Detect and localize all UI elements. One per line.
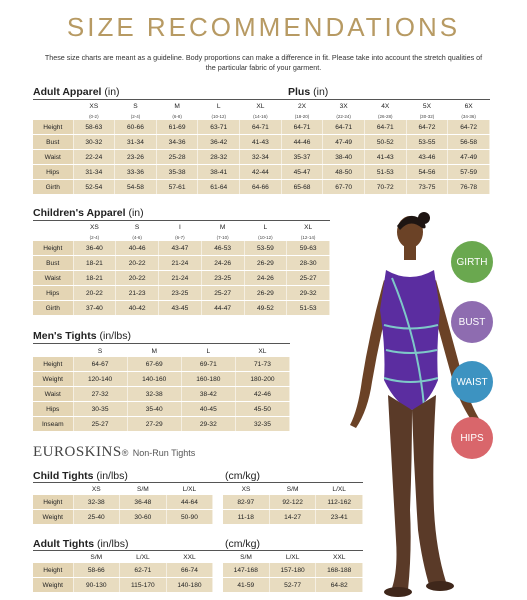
metric-size-header: XS: [241, 486, 251, 493]
size-header: L/XL: [136, 554, 150, 561]
size-range: (14-16): [253, 113, 268, 119]
size-range: (30-32): [419, 113, 435, 119]
gap-cell: [213, 510, 223, 525]
size-range: (10-12): [211, 113, 226, 119]
header-blank: [33, 222, 73, 233]
table-cell: 56-58: [448, 135, 490, 150]
dancer-leg-left: [412, 395, 446, 588]
table-cell: 62-71: [120, 563, 167, 578]
table-cell: 58-66: [73, 563, 120, 578]
row-label: Girth: [33, 301, 73, 316]
table-cell: 30-32: [73, 135, 115, 150]
size-range: (10-12): [258, 234, 273, 240]
table-row: [33, 387, 290, 402]
table-cell: 49-52: [244, 301, 287, 316]
table-cell: 32-38: [127, 387, 181, 402]
table-cell: 180-200: [235, 372, 289, 387]
table-cell: 26-29: [244, 286, 287, 301]
table-cell: 37-40: [73, 301, 116, 316]
table-cell: 76-78: [448, 180, 490, 195]
size-header: XS: [89, 103, 99, 110]
table-cell: 57-59: [448, 165, 490, 180]
table-row: [33, 150, 490, 165]
table-cell: 28-30: [287, 256, 330, 271]
gap-cell: [213, 495, 223, 510]
table-cell: 27-29: [127, 417, 181, 432]
table-cell: 70-72: [364, 180, 406, 195]
plus-title: Plus (in): [288, 86, 329, 98]
table-row: [33, 180, 490, 195]
table-row: [33, 357, 290, 372]
table-row: [33, 402, 290, 417]
size-header: S/M: [90, 554, 103, 561]
table-cell: 61-69: [156, 120, 198, 135]
gap-cell: [213, 484, 223, 495]
table-cell: 31-34: [73, 165, 115, 180]
table-cell: 28-32: [198, 150, 240, 165]
size-range: (26-28): [378, 113, 393, 119]
metric-cell: 82-97: [223, 495, 270, 510]
child-tights-title: Child Tights (in/lbs): [33, 470, 128, 482]
size-header: L: [216, 103, 221, 110]
table-cell: 64-67: [73, 357, 127, 372]
size-header: S: [97, 348, 103, 355]
table-cell: 65-68: [281, 180, 323, 195]
table-row: [33, 286, 330, 301]
metric-size-header: S/M: [240, 554, 252, 561]
gap-cell: [213, 578, 223, 593]
adult-divider: [33, 99, 490, 100]
size-header: 5X: [422, 103, 431, 110]
row-label: Height: [33, 563, 73, 578]
table-row: [33, 120, 490, 135]
table-cell: 35-38: [156, 165, 198, 180]
header-blank: [33, 101, 73, 112]
table-cell: 140-160: [127, 372, 181, 387]
adult-apparel-table: [33, 101, 490, 195]
girth-label-circle: GIRTH: [451, 241, 493, 283]
size-header: S/M: [137, 486, 149, 493]
table-cell: 25-27: [201, 286, 244, 301]
table-cell: 51-53: [287, 301, 330, 316]
size-header: S: [133, 103, 138, 110]
table-cell: 48-50: [323, 165, 365, 180]
table-cell: 40-45: [181, 402, 235, 417]
size-header: M: [174, 103, 180, 110]
row-label: Weight: [33, 510, 73, 525]
row-label: Weight: [33, 578, 73, 593]
table-cell: 29-32: [181, 417, 235, 432]
table-cell: 21-24: [159, 271, 202, 286]
table-row: [33, 372, 290, 387]
metric-size-header: L/XL: [285, 554, 300, 561]
size-header: L: [263, 224, 268, 231]
metric-cell: 23-41: [316, 510, 363, 525]
size-range: (34-36): [461, 113, 476, 119]
header-blank: [33, 346, 73, 357]
size-range: (4-6): [132, 234, 142, 240]
size-header: L/XL: [182, 486, 197, 493]
table-cell: 29-32: [287, 286, 330, 301]
size-header: M: [151, 348, 157, 355]
table-cell: 47-49: [448, 150, 490, 165]
size-header: I: [178, 224, 181, 231]
table-cell: 69-71: [181, 357, 235, 372]
table-cell: 23-25: [201, 271, 244, 286]
table-cell: 42-46: [235, 387, 289, 402]
row-label: Hips: [33, 286, 73, 301]
metric-cell: 168-188: [316, 563, 363, 578]
size-header: S: [134, 224, 140, 231]
table-cell: 44-64: [166, 495, 213, 510]
table-cell: 64-66: [240, 180, 282, 195]
size-header: L: [206, 348, 211, 355]
intro-text: These size charts are meant as a guideline. Body proportions can make a difference in fit. Please take into account the stretch qualities of the particular fabric of your garment.: [44, 53, 483, 72]
table-cell: 64-72: [406, 120, 448, 135]
table-cell: 59-63: [287, 241, 330, 256]
hips-label-circle: HIPS: [451, 417, 493, 459]
table-cell: 64-71: [240, 120, 282, 135]
table-cell: 20-22: [73, 286, 116, 301]
size-range: (2-4): [89, 234, 100, 240]
mens-tights-title: Men's Tights (in/lbs): [33, 330, 131, 342]
size-range: (18-20): [294, 113, 310, 119]
table-cell: 41-43: [364, 150, 406, 165]
table-cell: 42-44: [240, 165, 282, 180]
metric-size-header: S/M: [286, 486, 299, 493]
table-cell: 66-74: [166, 563, 213, 578]
table-row: [33, 165, 490, 180]
waist-label-circle: WAIST: [451, 361, 493, 403]
size-range: (2-4): [130, 113, 141, 119]
mens-tights-table: [33, 346, 290, 432]
metric-size-header: L/XL: [332, 486, 346, 493]
size-header: XL: [304, 224, 313, 231]
table-cell: 58-63: [73, 120, 115, 135]
table-cell: 41-43: [240, 135, 282, 150]
bust-label-circle: BUST: [451, 301, 493, 343]
row-label: Inseam: [33, 417, 73, 432]
row-label: Bust: [33, 135, 73, 150]
table-cell: 140-180: [166, 578, 213, 593]
adult-apparel-title: Adult Apparel (in): [33, 86, 120, 98]
size-header: XL: [256, 103, 265, 110]
adult-tights-title: Adult Tights (in/lbs): [33, 538, 129, 550]
metric-cell: 41-59: [223, 578, 270, 593]
header-blank: [33, 552, 73, 563]
table-cell: 32-38: [73, 495, 120, 510]
table-cell: 30-35: [73, 402, 127, 417]
table-cell: 43-46: [406, 150, 448, 165]
table-cell: 64-71: [281, 120, 323, 135]
children-apparel-title: Children's Apparel (in): [33, 207, 144, 219]
table-row: [33, 417, 290, 432]
table-row: [33, 241, 330, 256]
size-header: XS: [91, 486, 101, 493]
table-cell: 64-71: [364, 120, 406, 135]
metric-cell: 64-82: [316, 578, 363, 593]
row-label: Girth: [33, 180, 73, 195]
gap-cell: [213, 552, 223, 563]
euroskins-brand: EUROSKINS® Non-Run Tights: [33, 444, 196, 460]
table-cell: 25-27: [287, 271, 330, 286]
table-cell: 53-59: [244, 241, 287, 256]
table-cell: 73-75: [406, 180, 448, 195]
size-range: (0-2): [89, 113, 99, 119]
child-tights-metric-title: (cm/kg): [225, 470, 260, 482]
table-row: [33, 271, 330, 286]
size-header: 4X: [381, 103, 390, 110]
table-cell: 32-35: [235, 417, 289, 432]
metric-cell: 92-122: [269, 495, 316, 510]
size-range: (22-24): [336, 113, 351, 119]
table-cell: 26-29: [244, 256, 287, 271]
table-cell: 22-24: [73, 150, 115, 165]
size-header: 6X: [464, 103, 473, 110]
row-label: Hips: [33, 402, 73, 417]
table-cell: 57-61: [156, 180, 198, 195]
table-cell: 45-50: [235, 402, 289, 417]
table-cell: 50-90: [166, 510, 213, 525]
table-cell: 43-47: [159, 241, 202, 256]
table-cell: 32-34: [240, 150, 282, 165]
table-cell: 71-73: [235, 357, 289, 372]
table-cell: 20-22: [116, 271, 159, 286]
size-header: XXL: [183, 554, 196, 561]
adult-tights-metric-title: (cm/kg): [225, 538, 260, 550]
size-range: (7-10): [216, 234, 229, 240]
table-cell: 38-40: [323, 150, 365, 165]
table-row: [33, 256, 330, 271]
gap-cell: [213, 563, 223, 578]
metric-cell: 112-162: [316, 495, 363, 510]
table-cell: 35-37: [281, 150, 323, 165]
size-header: 3X: [339, 103, 348, 110]
metric-cell: 11-18: [223, 510, 270, 525]
table-cell: 21-23: [116, 286, 159, 301]
table-cell: 54-58: [115, 180, 157, 195]
page-title: SIZE RECOMMENDATIONS: [66, 12, 461, 42]
table-cell: 36-48: [120, 495, 167, 510]
metric-cell: 157-180: [269, 563, 316, 578]
table-cell: 25-27: [73, 417, 127, 432]
size-range: (6-8): [172, 113, 182, 119]
table-cell: 63-71: [198, 120, 240, 135]
table-cell: 43-45: [159, 301, 202, 316]
table-cell: 25-28: [156, 150, 198, 165]
table-cell: 23-25: [159, 286, 202, 301]
table-cell: 34-36: [156, 135, 198, 150]
table-cell: 44-46: [281, 135, 323, 150]
table-cell: 50-52: [364, 135, 406, 150]
table-cell: 38-42: [181, 387, 235, 402]
table-cell: 160-180: [181, 372, 235, 387]
dancer-photo: [300, 210, 527, 600]
table-row: [33, 301, 330, 316]
row-label: Height: [33, 357, 73, 372]
row-label: Weight: [33, 372, 73, 387]
size-header: 2X: [297, 103, 307, 110]
range-blank: [33, 112, 73, 120]
table-cell: 67-70: [323, 180, 365, 195]
table-cell: 25-40: [73, 510, 120, 525]
table-cell: 54-56: [406, 165, 448, 180]
dancer-leotard: [380, 270, 440, 410]
table-cell: 31-34: [115, 135, 157, 150]
table-cell: 33-36: [115, 165, 157, 180]
table-cell: 90-130: [73, 578, 120, 593]
table-cell: 53-55: [406, 135, 448, 150]
table-cell: 51-53: [364, 165, 406, 180]
children-apparel-table: [33, 222, 330, 316]
table-cell: 120-140: [73, 372, 127, 387]
row-label: Hips: [33, 165, 73, 180]
table-cell: 36-42: [198, 135, 240, 150]
table-row: [33, 135, 490, 150]
range-blank: [33, 233, 73, 241]
metric-cell: 147-168: [223, 563, 270, 578]
row-label: Height: [33, 241, 73, 256]
row-label: Waist: [33, 150, 73, 165]
row-label: Waist: [33, 387, 73, 402]
table-cell: 35-40: [127, 402, 181, 417]
table-cell: 60-66: [115, 120, 157, 135]
table-cell: 67-69: [127, 357, 181, 372]
metric-cell: 52-77: [269, 578, 316, 593]
table-cell: 46-53: [201, 241, 244, 256]
table-cell: 52-54: [73, 180, 115, 195]
table-cell: 38-41: [198, 165, 240, 180]
metric-size-header: XXL: [332, 554, 346, 561]
metric-cell: 14-27: [269, 510, 316, 525]
table-cell: 24-26: [201, 256, 244, 271]
size-range: (12-14): [300, 234, 316, 240]
table-cell: 45-47: [281, 165, 323, 180]
table-cell: 21-24: [159, 256, 202, 271]
row-label: Height: [33, 120, 73, 135]
table-cell: 47-49: [323, 135, 365, 150]
row-label: Waist: [33, 271, 73, 286]
header-blank: [33, 484, 73, 495]
table-cell: 18-21: [73, 256, 116, 271]
table-cell: 20-22: [116, 256, 159, 271]
table-cell: 64-71: [323, 120, 365, 135]
children-divider: [33, 220, 330, 221]
table-cell: 61-64: [198, 180, 240, 195]
row-label: Height: [33, 495, 73, 510]
table-cell: 40-46: [116, 241, 159, 256]
table-cell: 18-21: [73, 271, 116, 286]
size-range: (6-7): [175, 234, 185, 240]
table-cell: 23-26: [115, 150, 157, 165]
table-cell: 27-32: [73, 387, 127, 402]
size-header: XS: [89, 224, 99, 231]
table-cell: 36-40: [73, 241, 116, 256]
table-cell: 24-26: [244, 271, 287, 286]
table-cell: 30-60: [120, 510, 167, 525]
table-cell: 44-47: [201, 301, 244, 316]
size-header: XL: [258, 348, 267, 355]
mens-divider: [33, 343, 290, 344]
table-cell: 40-42: [116, 301, 159, 316]
size-header: M: [219, 224, 226, 231]
table-cell: 115-170: [120, 578, 167, 593]
dancer-leg-right: [388, 395, 412, 590]
row-label: Bust: [33, 256, 73, 271]
table-cell: 64-72: [448, 120, 490, 135]
